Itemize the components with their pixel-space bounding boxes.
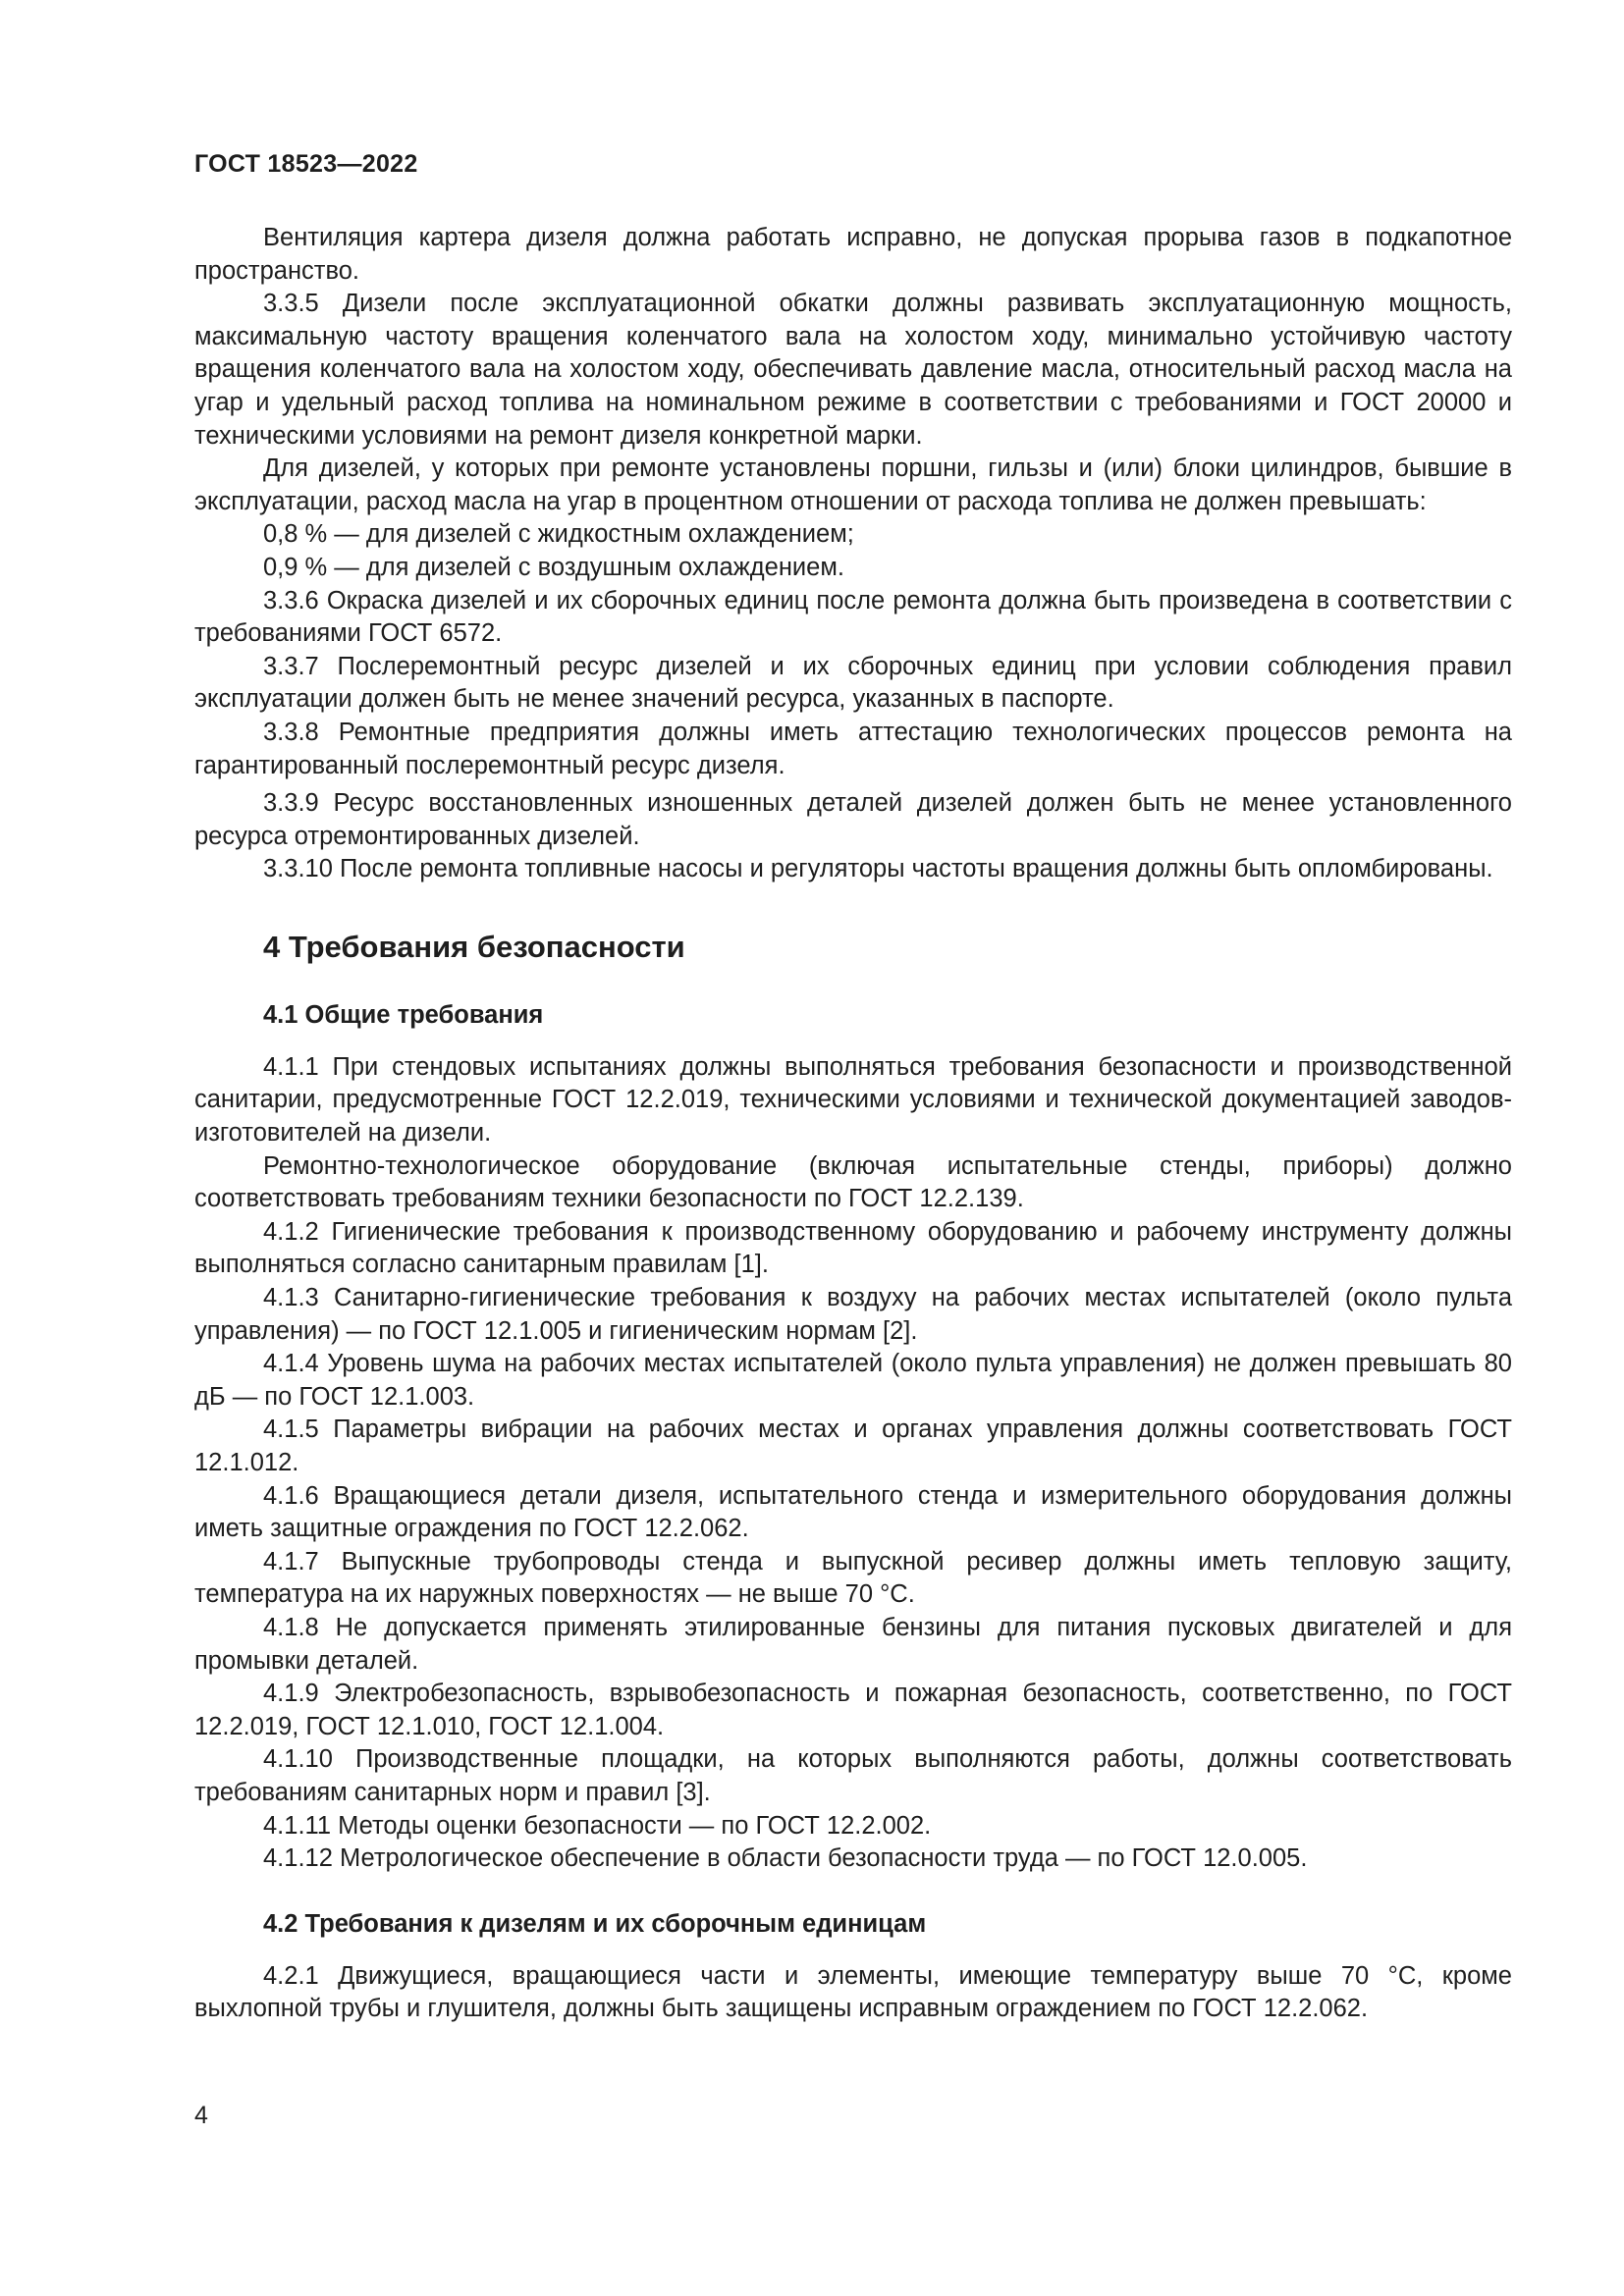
paragraph-3-3-10: 3.3.10 После ремонта топливные насосы и регуляторы частоты вращения должны быть опломбированы. bbox=[263, 855, 1493, 883]
document-page bbox=[194, 0, 1512, 2296]
subsection-4-1-heading: 4.1 Общие требования bbox=[263, 1000, 544, 1029]
paragraph-4-1-8: 4.1.8 Не допускается применять этилированные бензины для питания пусковых двигателей и для промывки деталей. bbox=[194, 1613, 1512, 1675]
page-number: 4 bbox=[194, 2102, 208, 2129]
paragraph-4-1-4: 4.1.4 Уровень шума на рабочих местах испытателей (около пульта управления) не должен превышать 80 дБ — по ГОСТ 12.1.003. bbox=[194, 1350, 1512, 1411]
paragraph-4-1-5: 4.1.5 Параметры вибрации на рабочих местах и органах управления должны соответствовать ГОСТ 12.1.012. bbox=[194, 1415, 1512, 1476]
paragraph-4-1-12: 4.1.12 Метрологическое обеспечение в области безопасности труда — по ГОСТ 12.0.005. bbox=[263, 1844, 1308, 1873]
paragraph-4-1-1: 4.1.1 При стендовых испытаниях должны выполняться требования безопасности и производственной санитарии, предусмотренные ГОСТ 12.2.019, техническими условиями и технической документацией заводов-изготовителей на дизели. bbox=[194, 1052, 1512, 1148]
paragraph-4-1-2: 4.1.2 Гигиенические требования к производственному оборудованию и рабочему инструменту должны выполняться согласно санитарным правилам [1]. bbox=[194, 1217, 1512, 1279]
list-item-air-cooling: 0,9 % — для дизелей с воздушным охлаждением. bbox=[263, 553, 844, 581]
paragraph-3-3-6: 3.3.6 Окраска дизелей и их сборочных единиц после ремонта должна быть произведена в соответствии с требованиями ГОСТ 6572. bbox=[194, 586, 1512, 648]
subsection-4-2-heading: 4.2 Требования к дизелям и их сборочным единицам bbox=[263, 1909, 927, 1938]
paragraph-3-3-7: 3.3.7 Послеремонтный ресурс дизелей и их сборочных единиц при условии соблюдения правил эксплуатации должен быть не менее значений ресурса, указанных в паспорте. bbox=[194, 652, 1512, 714]
paragraph-4-1-10: 4.1.10 Производственные площадки, на которых выполняются работы, должны соответствовать требованиям санитарных норм и правил [3]. bbox=[194, 1745, 1512, 1806]
paragraph-oil-consumption: Для дизелей, у которых при ремонте установлены поршни, гильзы и (или) блоки цилиндров, бывшие в эксплуатации, расход масла на угар в процентном отношении от расхода топлива не должен превышать: bbox=[194, 454, 1512, 515]
paragraph-crankcase-ventilation: Вентиляция картера дизеля должна работать исправно, не допуская прорыва газов в подкапотное пространство. bbox=[194, 224, 1512, 285]
paragraph-4-1-9: 4.1.9 Электробезопасность, взрывобезопасность и пожарная безопасность, соответственно, по ГОСТ 12.2.019, ГОСТ 12.1.010, ГОСТ 12.1.004. bbox=[194, 1680, 1512, 1740]
paragraph-4-2-1: 4.2.1 Движущиеся, вращающиеся части и элементы, имеющие температуру выше 70 °С, кроме выхлопной трубы и глушителя, должны быть защищены исправным ограждением по ГОСТ 12.2.062. bbox=[194, 1961, 1512, 2023]
paragraph-3-3-8: 3.3.8 Ремонтные предприятия должны иметь аттестацию технологических процессов ремонта на гарантированный послеремонтный ресурс дизеля. bbox=[194, 718, 1512, 779]
document-header: ГОСТ 18523—2022 bbox=[194, 150, 418, 178]
paragraph-4-1-6: 4.1.6 Вращающиеся детали дизеля, испытательного стенда и измерительного оборудования должны иметь защитные ограждения по ГОСТ 12.2.062. bbox=[194, 1481, 1512, 1543]
paragraph-3-3-9: 3.3.9 Ресурс восстановленных изношенных деталей дизелей должен быть не менее установленного ресурса отремонтированных дизелей. bbox=[194, 789, 1512, 850]
section-4-heading: 4 Требования безопасности bbox=[263, 929, 685, 964]
paragraph-repair-equipment: Ремонтно-технологическое оборудование (включая испытательные стенды, приборы) должно соответствовать требованиям техники безопасности по ГОСТ 12.2.139. bbox=[194, 1151, 1512, 1213]
paragraph-3-3-5: 3.3.5 Дизели после эксплуатационной обкатки должны развивать эксплуатационную мощность, максимальную частоту вращения коленчатого вала на холостом ходу, минимально устойчивую частоту вращения коленчатого вала на холостом ходу, обеспечивать давление масла, относительный расход масла на угар и удельный расход топлива на номинальном режиме в соответствии с требованиями и ГОСТ 20000 и техническими условиями на ремонт дизеля конкретной марки. bbox=[194, 290, 1512, 450]
paragraph-4-1-11: 4.1.11 Методы оценки безопасности — по ГОСТ 12.2.002. bbox=[263, 1811, 932, 1840]
document-body bbox=[194, 222, 1512, 2026]
paragraph-4-1-7: 4.1.7 Выпускные трубопроводы стенда и выпускной ресивер должны иметь тепловую защиту, температура на их наружных поверхностях — не выше 70 °С. bbox=[194, 1547, 1512, 1609]
paragraph-4-1-3: 4.1.3 Санитарно-гигиенические требования к воздуху на рабочих местах испытателей (около пульта управления) — по ГОСТ 12.1.005 и гигиеническим нормам [2]. bbox=[194, 1284, 1512, 1345]
list-item-liquid-cooling: 0,8 % — для дизелей с жидкостным охлаждением; bbox=[263, 520, 854, 549]
